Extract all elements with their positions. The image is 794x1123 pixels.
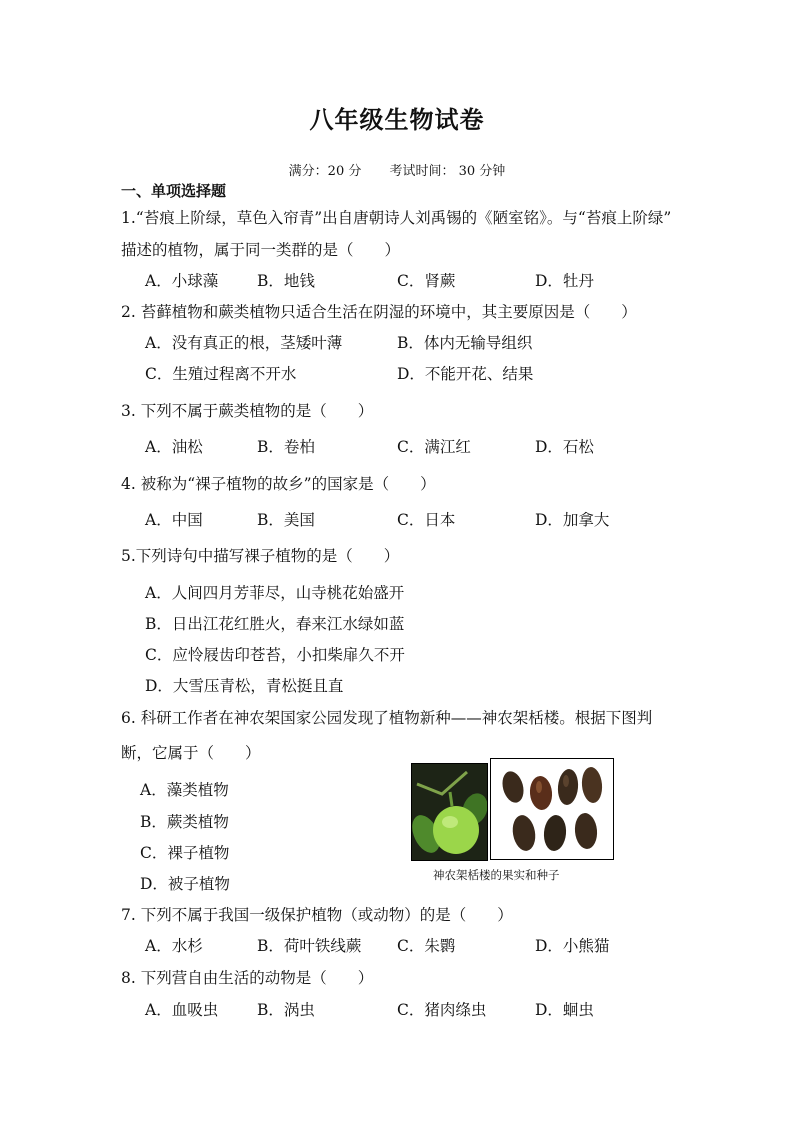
figure-caption: 神农架栝楼的果实和种子 <box>433 868 560 882</box>
option-3d: D．石松 <box>535 438 594 456</box>
exam-meta <box>0 160 794 179</box>
option-1a: A．小球藻 <box>145 272 219 290</box>
option-5c: C．应怜屐齿印苍苔，小扣柴扉久不开 <box>145 646 405 664</box>
option-3b: B．卷柏 <box>257 438 315 456</box>
question-1-line-1: 1.“苔痕上阶绿，草色入帘青”出自唐朝诗人刘禹锡的《陋室铭》。与“苔痕上阶绿” <box>121 209 672 227</box>
option-2a: A．没有真正的根，茎矮叶薄 <box>145 334 343 352</box>
section-heading: 一、单项选择题 <box>121 182 227 200</box>
option-8b: B．涡虫 <box>257 1001 315 1019</box>
option-1b: B．地钱 <box>257 272 315 290</box>
option-6b: B．蕨类植物 <box>140 813 229 831</box>
option-6a: A．藻类植物 <box>140 781 229 799</box>
option-8d: D．蛔虫 <box>535 1001 594 1019</box>
question-8-line-1: 8. 下列营自由生活的动物是（ ） <box>121 969 374 987</box>
seeds-illustration <box>491 759 613 859</box>
question-6-line-1: 6. 科研工作者在神农架国家公园发现了植物新种——神农架栝楼。根据下图判 <box>121 709 653 727</box>
seeds-photo <box>490 758 614 860</box>
option-4c: C．日本 <box>397 511 456 529</box>
option-6c: C．裸子植物 <box>140 844 230 862</box>
question-3-line-1: 3. 下列不属于蕨类植物的是（ ） <box>121 402 374 420</box>
question-1-line-2: 描述的植物，属于同一类群的是（ ） <box>121 241 401 259</box>
time-text: 考试时间： 30 分钟 <box>389 164 506 179</box>
option-8a: A．血吸虫 <box>145 1001 219 1019</box>
option-7b: B．荷叶铁线蕨 <box>257 937 362 955</box>
option-4b: B．美国 <box>257 511 315 529</box>
option-3a: A．油松 <box>145 438 203 456</box>
option-5b: B．日出江花红胜火，春来江水绿如蓝 <box>145 615 405 633</box>
option-3c: C．满江红 <box>397 438 471 456</box>
score-text: 满分：20 分 <box>288 164 362 179</box>
option-5d: D．大雪压青松，青松挺且直 <box>145 677 344 695</box>
option-8c: C．猪肉绦虫 <box>397 1001 487 1019</box>
question-4-line-1: 4. 被称为“裸子植物的故乡”的国家是（ ） <box>121 475 436 493</box>
option-7c: C．朱鹮 <box>397 937 456 955</box>
question-5-line-1: 5.下列诗句中描写裸子植物的是（ ） <box>121 547 400 565</box>
fruit-illustration <box>412 764 487 860</box>
option-7a: A．水杉 <box>145 937 203 955</box>
question-2-line-1: 2. 苔藓植物和蕨类植物只适合生活在阴湿的环境中，其主要原因是（ ） <box>121 303 637 321</box>
page-title: 八年级生物试卷 <box>309 105 485 134</box>
option-4a: A．中国 <box>145 511 203 529</box>
option-2b: B．体内无输导组织 <box>397 334 533 352</box>
option-6d: D．被子植物 <box>140 875 230 893</box>
question-6-line-2: 断，它属于（ ） <box>121 744 261 762</box>
fruit-photo <box>411 763 488 861</box>
option-1d: D．牡丹 <box>535 272 594 290</box>
option-2d: D．不能开花、结果 <box>397 365 534 383</box>
option-7d: D．小熊猫 <box>535 937 610 955</box>
option-1c: C．肾蕨 <box>397 272 456 290</box>
question-7-line-1: 7. 下列不属于我国一级保护植物（或动物）的是（ ） <box>121 906 513 924</box>
option-5a: A．人间四月芳菲尽，山寺桃花始盛开 <box>145 584 405 602</box>
option-2c: C．生殖过程离不开水 <box>145 365 297 383</box>
option-4d: D．加拿大 <box>535 511 610 529</box>
